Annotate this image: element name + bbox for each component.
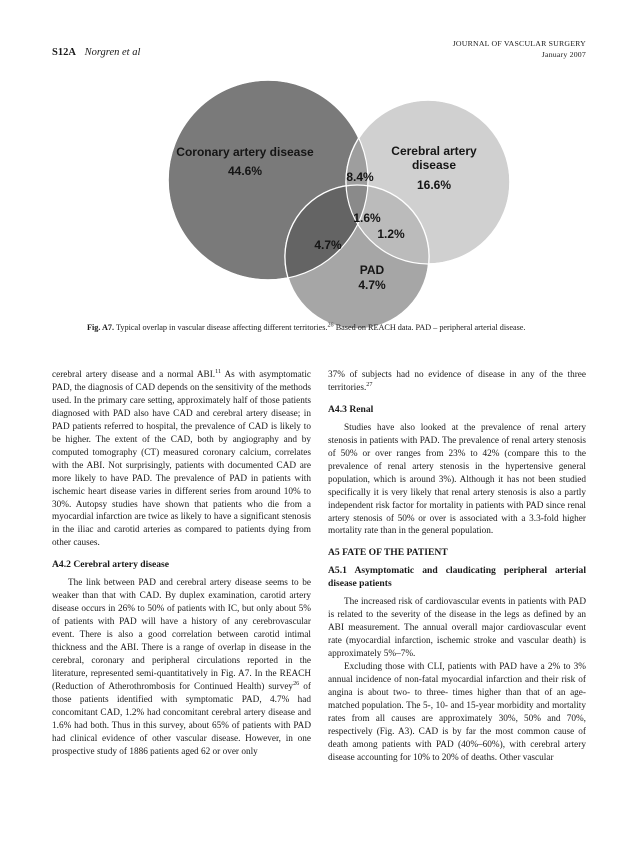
- section-heading-a42: A4.2 Cerebral artery disease: [52, 559, 170, 571]
- left-column: [52, 369, 311, 759]
- cerebral-percent: 16.6%: [416, 178, 452, 192]
- section-heading-a43: A4.3 Renal: [328, 403, 374, 415]
- journal-title: JOURNAL OF VASCULAR SURGERY: [452, 39, 586, 48]
- text-run: 37% of subjects had no evidence of disease in any of the three territories.: [328, 370, 586, 393]
- cad-label: Coronary artery disease: [176, 145, 314, 159]
- venn-figure: [0, 0, 638, 330]
- page-number: S12A: [52, 47, 76, 58]
- running-authors: Norgren et al: [84, 47, 141, 58]
- cerebral-pad-percent: 1.2%: [377, 227, 405, 241]
- paragraph: Studies have also looked at the prevalence of renal artery stenosis in patients with PAD. The prevalence of renal artery stenosis of 50% or over ranges from 23% to 42% (compare this to the prevalence of renal artery stenosis in the hypertensive general population, which is around 3%). Although it has not been studied specifically it is very likely that renal artery stenosis is also a partly independent risk factor for mortality in patients with PAD since renal artery stenosis of 50% or over is associated with a 3.3-fold higher mortality rate than in the general population.: [328, 422, 586, 537]
- paragraph: Excluding those with CLI, patients with PAD have a 2% to 3% annual incidence of non-fatal myocardial infarction and their risk of angina is about two- to three- times higher than that of an age-matched population. The 5-, 10- and 15-year morbidity and mortality rates from all causes are approximately 30%, 50% and 70%, respectively (Fig. A3). CAD is by far the most common cause of death among patients with PAD (40%–60%), with cerebral artery disease accounting for 10% to 20% of deaths. Other vascular: [328, 662, 586, 763]
- section-heading-a5: A5 FATE OF THE PATIENT: [328, 547, 448, 559]
- journal-issue: January 2007: [541, 50, 586, 59]
- text-run: of those patients identified with symptomatic PAD, 4.7% had concomitant CAD, 1.2% had concomitant cerebral artery disease and 1.6% had both. Thus in this survey, about 65% of patients with PAD had clinical evidence of other vascular disease. However, in one prospective study of 1886 patients aged 62 or over only: [52, 681, 312, 757]
- citation-ref: 11: [215, 367, 222, 375]
- paragraph: [52, 577, 311, 758]
- pad-label: PAD: [359, 263, 385, 277]
- section-heading-a51: A5.1 Asymptomatic and claudicating peripheral arterial disease patients: [328, 565, 586, 590]
- text-run: As with asymptomatic PAD, the diagnosis of CAD depends on the sensitivity of the methods used. In the primary care setting, approximately half of those patients diagnosed with PAD also have CAD and cerebral artery disease; in PAD patients referred to hospital, the prevalence of CAD is likely to be higher. The extent of the CAD, both by angiography and by computed tomography (CT) measured coronary calcium, correlates with the ABI. Not surprisingly, patients with documented CAD are more likely to have PAD. The prevalence of PAD in patients with ischemic heart disease varies in different series from around 10% to 30%. Autopsy studies have shown that patients who die from a myocardial infarction are twice as likely to have a significant stenosis in the iliac and carotid arteries as compared to patients dying from other causes.: [52, 370, 311, 549]
- pad-percent: 4.7%: [358, 278, 386, 292]
- citation-ref: 27: [366, 380, 373, 388]
- right-column: [328, 369, 586, 765]
- caption-text: Typical overlap in vascular disease affecting different territories.: [115, 323, 328, 332]
- cad-cerebral-percent: 8.4%: [346, 170, 374, 184]
- cad-pad-percent: 4.7%: [314, 238, 342, 252]
- citation-ref: 26: [293, 679, 300, 687]
- cerebral-label-line2: disease: [411, 158, 457, 172]
- paragraph: [328, 369, 586, 395]
- caption-text-2: Based on REACH data. PAD – peripheral arterial disease.: [335, 323, 526, 332]
- figure-label: Fig. A7.: [87, 323, 115, 332]
- paragraph: The increased risk of cardiovascular events in patients with PAD is related to the severity of the disease in the legs as defined by an ABI measurement. The annual overall major cardiovascular event rate (myocardial infarction, ischemic stroke and vascular death) is approximately 5%–7%.: [328, 597, 586, 660]
- text-run: The link between PAD and cerebral artery disease seems to be weaker than that with CAD. By duplex examination, carotid artery disease occurs in 26% to 50% of patients with IC, but only about 5% of patients with PAD will have a history of any cerebrovascular event. There is also a good correlation between carotid intimal thickness and the ABI. There is a range of overlap in disease in the cerebral, coronary and peripheral circulations reported in the literature, represented semi-quantitatively in Fig. A7. In the REACH (Reduction of Atherothrombosis for Continued Health) survey: [52, 578, 311, 692]
- paragraph: [52, 369, 311, 550]
- triple-percent: 1.6%: [353, 211, 381, 225]
- figure-caption: [87, 322, 557, 334]
- text-run: cerebral artery disease and a normal ABI.: [52, 370, 216, 380]
- cerebral-label-line1: Cerebral artery: [391, 144, 477, 158]
- cad-percent: 44.6%: [227, 164, 263, 178]
- caption-ref: 26: [327, 321, 334, 329]
